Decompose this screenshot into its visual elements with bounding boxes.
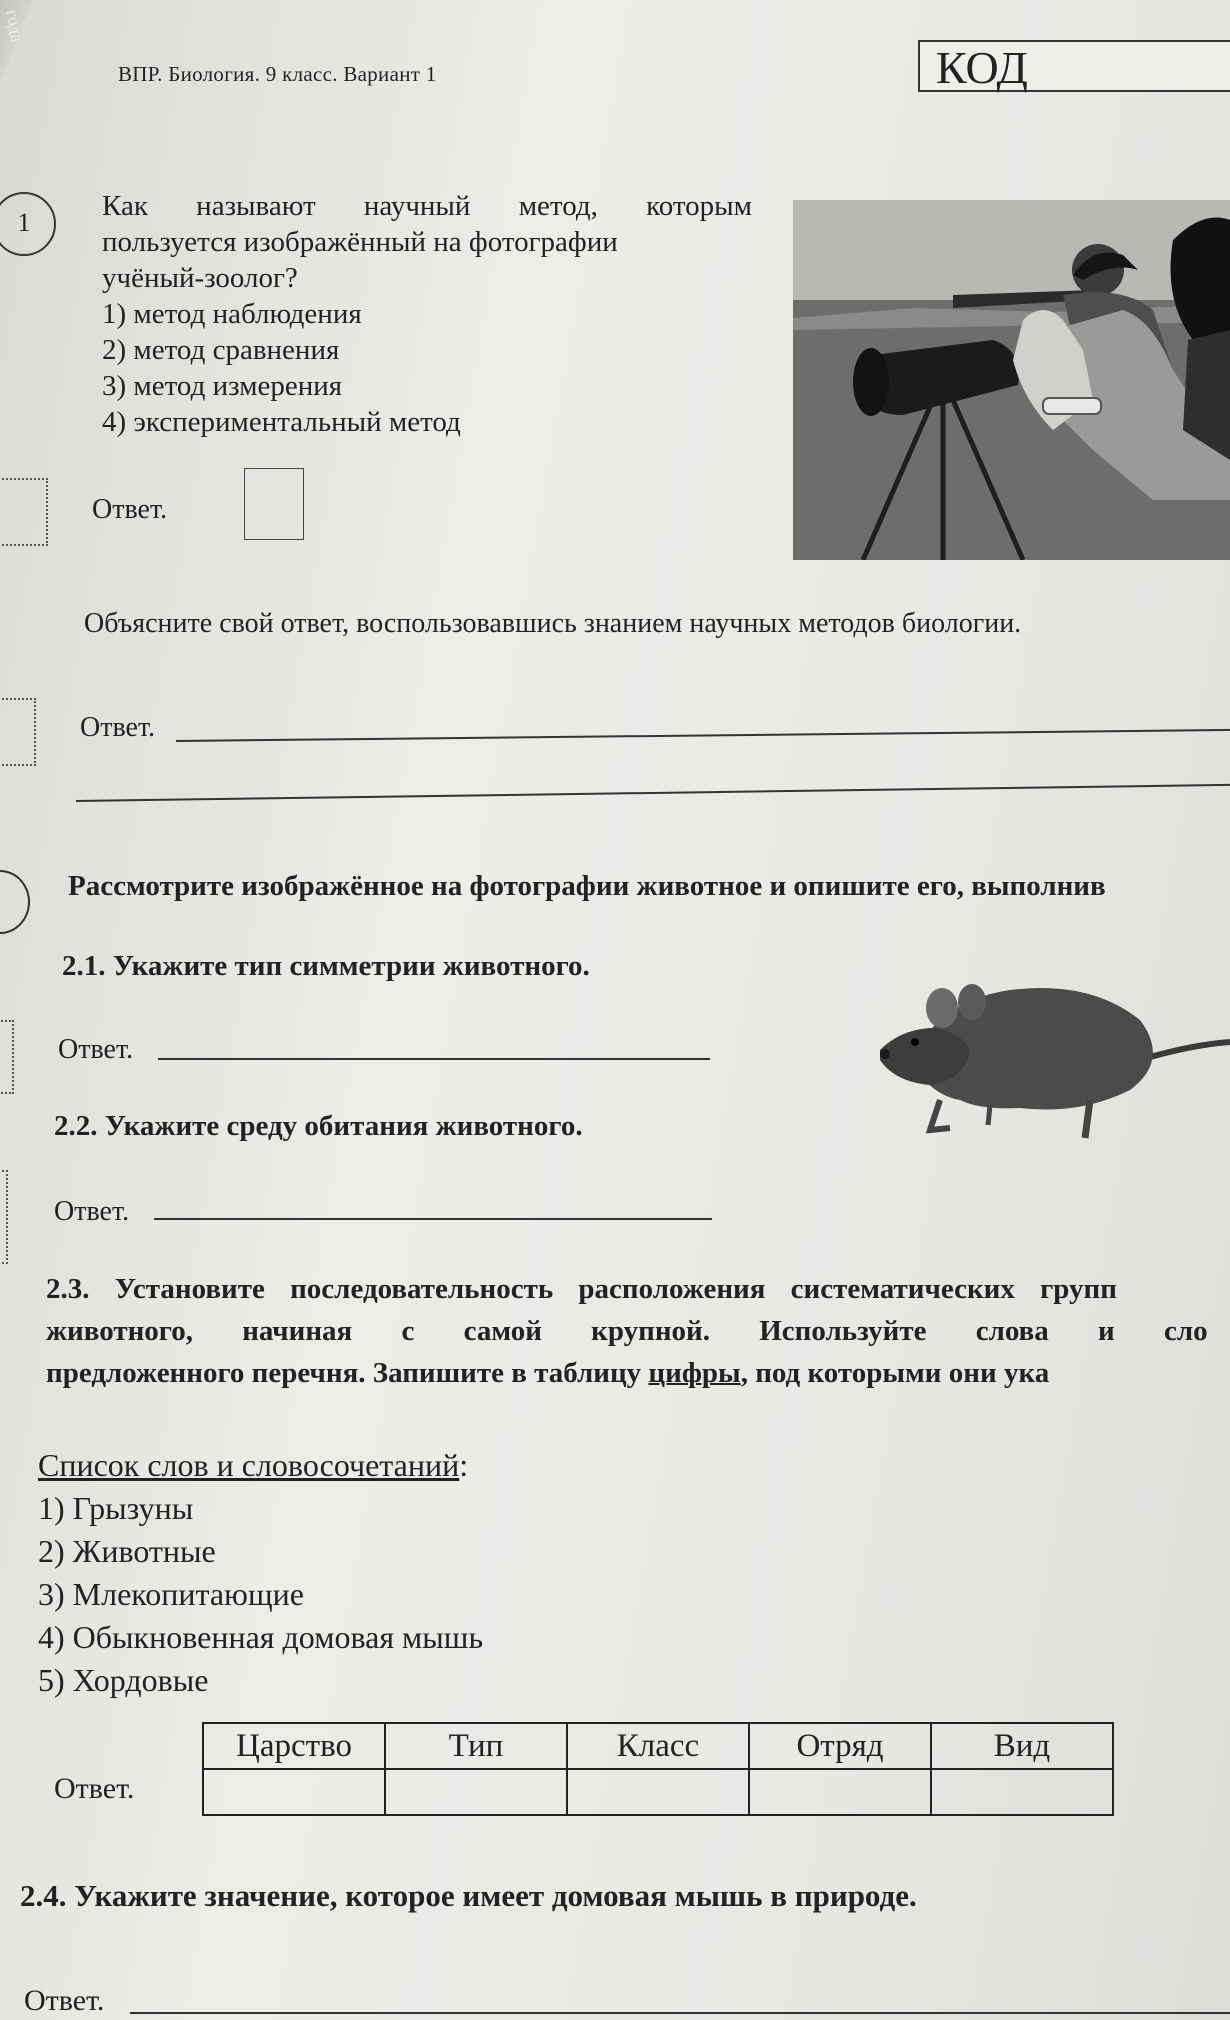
score-box: [0, 1170, 8, 1264]
answer-line[interactable]: [130, 2012, 1230, 2014]
table-header-row: [203, 1723, 1113, 1769]
answer-cell[interactable]: [567, 1769, 749, 1815]
task1-explain-answer-label: Ответ.: [80, 712, 156, 743]
word-list-item: 1) Грызуны: [38, 1490, 194, 1526]
table-answer-row: [203, 1769, 1113, 1815]
word-list-title: Список слов и словосочетаний: [38, 1447, 460, 1483]
table-header-cell: Отряд: [749, 1723, 931, 1769]
table-header-cell: Царство: [203, 1723, 385, 1769]
task2-2-question: 2.2. Укажите среду обитания животного.: [54, 1110, 583, 1142]
task1-question-line-1: Как называют научный метод, которым: [102, 190, 752, 222]
word-list-colon: :: [459, 1447, 469, 1483]
task1-option-4: 4) экспериментальный метод: [102, 406, 461, 438]
task1-option-3: 3) метод измерения: [102, 370, 343, 402]
task1-question-line-3: учёный-зоолог?: [102, 262, 298, 294]
task1-option-1: 1) метод наблюдения: [102, 298, 362, 330]
word-list-item: 3) Млекопитающие: [38, 1576, 304, 1612]
task1-question-line-2: пользуется изображённый на фотографии: [102, 226, 618, 258]
task2-3-line-2: животного, начиная с самой крупной. Используйте слова и сло: [46, 1315, 1208, 1347]
zoologist-photo: [793, 200, 1230, 560]
task2-3-question: [46, 1268, 1230, 1394]
answer-cell[interactable]: [749, 1769, 931, 1815]
score-box: [0, 1020, 14, 1094]
task2-1-question: 2.1. Укажите тип симметрии животного.: [62, 950, 590, 982]
word-list-heading: [38, 1444, 483, 1487]
task2-intro: Рассмотрите изображённое на фотографии животное и опишите его, выполнив: [68, 870, 1106, 902]
answer-line[interactable]: [158, 1058, 710, 1060]
answer-cell[interactable]: [385, 1769, 567, 1815]
task2-4-question: 2.4. Укажите значение, которое имеет домовая мышь в природе.: [20, 1878, 917, 1913]
word-list-item: 2) Животные: [38, 1533, 216, 1569]
task1-question: [102, 188, 752, 440]
task2-3-emphasis: цифры: [648, 1357, 741, 1389]
task2-3-line-1: 2.3. Установите последовательность расположения систематических групп: [46, 1273, 1117, 1305]
answer-cell[interactable]: [931, 1769, 1113, 1815]
table-header-cell: Класс: [567, 1723, 749, 1769]
table-header-cell: Тип: [385, 1723, 567, 1769]
task-number-1: 1: [0, 192, 56, 256]
taxonomy-answer-table: [202, 1722, 1114, 1816]
task2-3-line-3-end: , под которыми они ука: [740, 1357, 1050, 1389]
task2-2-answer-label: Ответ.: [54, 1196, 130, 1227]
task1-answer-box[interactable]: [244, 468, 304, 540]
page-header: ВПР. Биология. 9 класс. Вариант 1: [118, 62, 437, 86]
task2-4-answer-label: Ответ.: [24, 1984, 105, 2017]
task2-3-answer-label: Ответ.: [54, 1772, 135, 1805]
code-box[interactable]: КОД: [918, 40, 1230, 92]
task1-option-2: 2) метод сравнения: [102, 334, 340, 366]
answer-cell[interactable]: [203, 1769, 385, 1815]
mouse-photo: [870, 950, 1230, 1150]
task2-1-answer-label: Ответ.: [58, 1034, 134, 1065]
word-list-item: 4) Обыкновенная домовая мышь: [38, 1619, 484, 1655]
word-list: [38, 1444, 483, 1702]
score-box: [0, 478, 48, 546]
task1-answer-label: Ответ.: [92, 494, 168, 525]
corner-text: года: [2, 8, 28, 44]
score-box: [0, 698, 36, 766]
task1-explain-prompt: Объясните свой ответ, воспользовавшись знанием научных методов биологии.: [84, 608, 1022, 639]
table-header-cell: Вид: [931, 1723, 1113, 1769]
word-list-item: 5) Хордовые: [38, 1662, 209, 1698]
task2-3-line-3: [46, 1352, 1230, 1394]
answer-line[interactable]: [154, 1218, 712, 1220]
task2-3-line-3-start: предложенного перечня. Запишите в таблицу: [46, 1357, 649, 1389]
